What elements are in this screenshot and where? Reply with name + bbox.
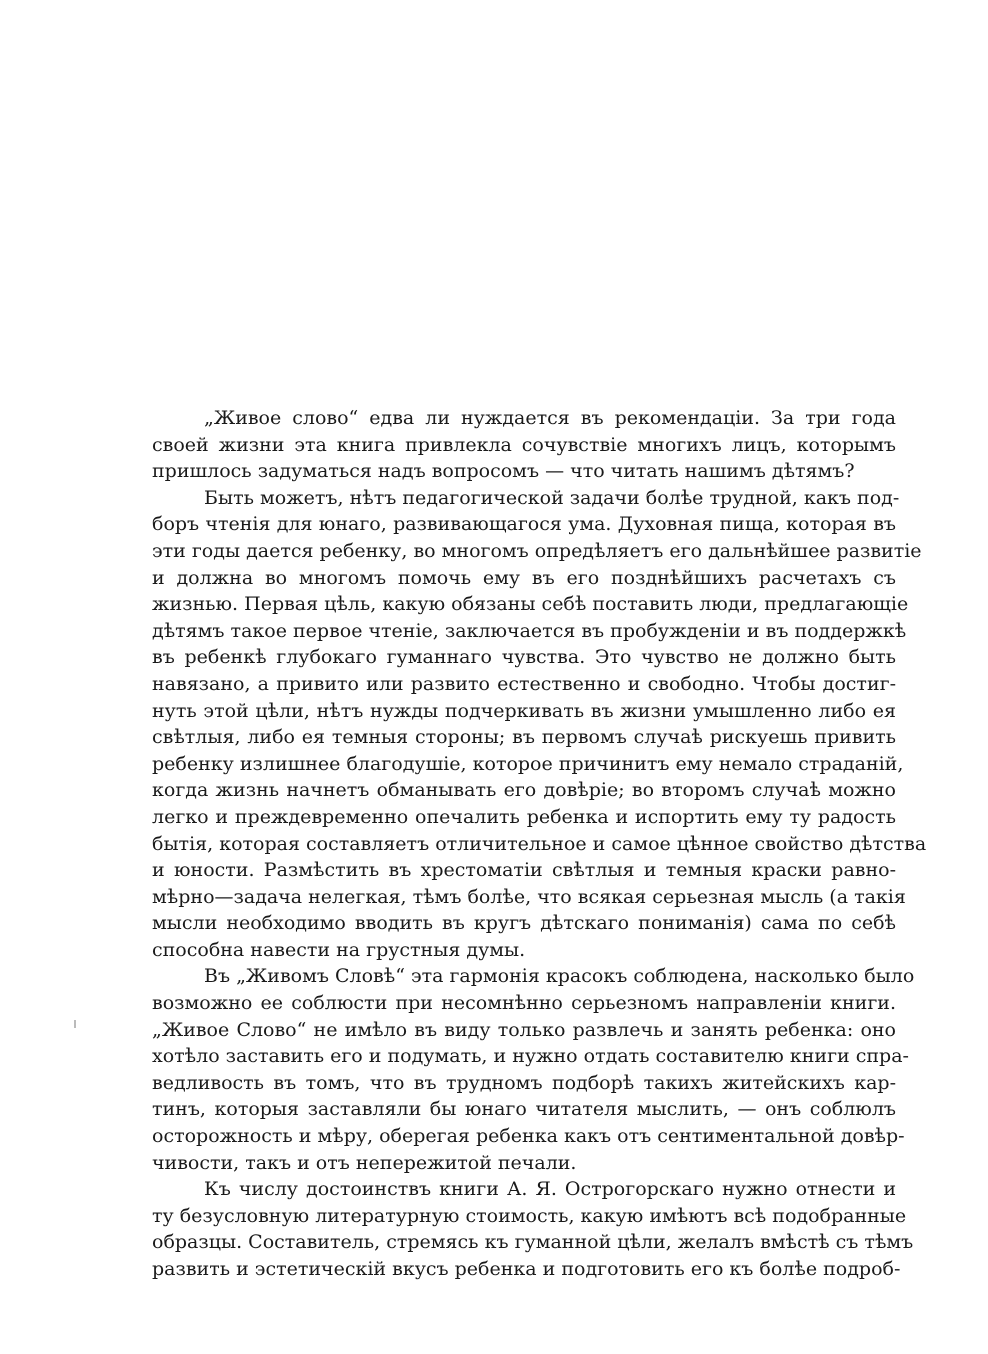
text-line: боръ чтенія для юнаго, развивающагося ума. Духовная пища, которая въ — [152, 513, 896, 536]
text-line: ту безусловную литературную стоимость, какую имѣютъ всѣ подобранные — [152, 1204, 907, 1227]
text-line: возможно ее соблюсти при несомнѣнно серьезномъ направленiи книги. — [152, 992, 896, 1015]
text-line: мѣрно—задача нелегкая, тѣмъ болѣе, что всякая серьезная мысль (а такiя — [152, 885, 906, 908]
text-line: ведливость въ томъ, что въ трудномъ подборѣ такихъ житейскихъ кар- — [152, 1071, 896, 1094]
text-line: чивости, такъ и отъ непережитой печали. — [152, 1151, 577, 1174]
text-line: когда жизнь начнетъ обманывать его довѣрiе; во второмъ случаѣ можно — [152, 779, 896, 802]
paragraph-3 — [100, 963, 915, 1176]
scan-margin-mark — [74, 1020, 76, 1028]
text-line: ребенку излишнее благодушiе, которое причинитъ ему немало страданiй, — [152, 752, 904, 775]
text-line: образцы. Составитель, стремясь къ гуманной цѣли, желалъ вмѣстѣ съ тѣмъ — [152, 1231, 914, 1254]
text-line: и юности. Размѣстить въ хрестоматiи свѣтлыя и темныя краски равно- — [152, 859, 896, 882]
paragraph-2 — [100, 485, 927, 964]
body-text — [100, 405, 927, 1283]
text-line: въ ребенкѣ глубокаго гуманнаго чувства. Это чувство не должно быть — [152, 646, 896, 669]
text-line: тинъ, которыя заставляли бы юнаго читателя мыслить, — онъ соблюлъ — [152, 1098, 896, 1121]
text-line: свѣтлыя, либо ея темныя стороны; въ первомъ случаѣ рискуешь привить — [152, 726, 896, 749]
text-line: эти годы дается ребенку, во многомъ опредѣляетъ его дальнѣйшее развитie — [152, 539, 922, 562]
text-line: развить и эстетическiй вкусъ ребенка и подготовить его къ болѣе подроб- — [152, 1258, 901, 1280]
text-line: пришлось задуматься надъ вопросомъ — что читать нашимъ дѣтямъ? — [152, 460, 855, 483]
text-line: навязано, а привито или развито естественно и свободно. Чтобы достиг- — [152, 672, 896, 695]
text-line: жизнью. Первая цѣль, какую обязаны себѣ поставить люди, предлагающiе — [152, 593, 909, 616]
paragraph-4 — [100, 1176, 914, 1282]
text-line: хотѣло заставить его и подумать, и нужно отдать составителю книги спра- — [152, 1045, 909, 1068]
text-line: дѣтямъ такое первое чтенiе, заключается въ пробужденiи и въ поддержкѣ — [152, 619, 907, 642]
text-line: „Живое слово“ едва ли нуждается въ рекомендацiи. За три года — [204, 407, 896, 429]
text-line: осторожность и мѣру, оберегая ребенка какъ отъ сентиментальной довѣр- — [152, 1125, 905, 1148]
paragraph-1 — [100, 405, 896, 485]
text-line: своей жизни эта книга привлекла сочувствiе многихъ лицъ, которымъ — [152, 433, 896, 456]
text-line: Быть можетъ, нѣтъ педагогической задачи болѣе трудной, какъ под- — [204, 486, 900, 509]
text-line: Къ числу достоинствъ книги А. Я. Острогорскаго нужно отнести и — [204, 1178, 896, 1201]
text-line: „Живое Слово“ не имѣло въ виду только развлечь и занять ребенка: оно — [152, 1018, 896, 1041]
text-line: способна навести на грустныя думы. — [152, 938, 526, 961]
text-line: легко и преждевременно опечалить ребенка и испортить ему ту радость — [152, 805, 896, 828]
text-line: бытiя, которая составляетъ отличительное и самое цѣнное свойство дѣтства — [152, 832, 927, 855]
text-line: нуть этой цѣли, нѣтъ нужды подчеркивать въ жизни умышленно либо ея — [152, 699, 896, 722]
text-line: и должна во многомъ помочь ему въ его позднѣйшихъ расчетахъ съ — [152, 566, 896, 589]
text-line: Въ „Живомъ Словѣ“ эта гармонiя красокъ соблюдена, насколько было — [204, 965, 915, 988]
text-line: мысли необходимо вводить въ кругъ дѣтскаго пониманiя) сама по себѣ — [152, 912, 896, 935]
